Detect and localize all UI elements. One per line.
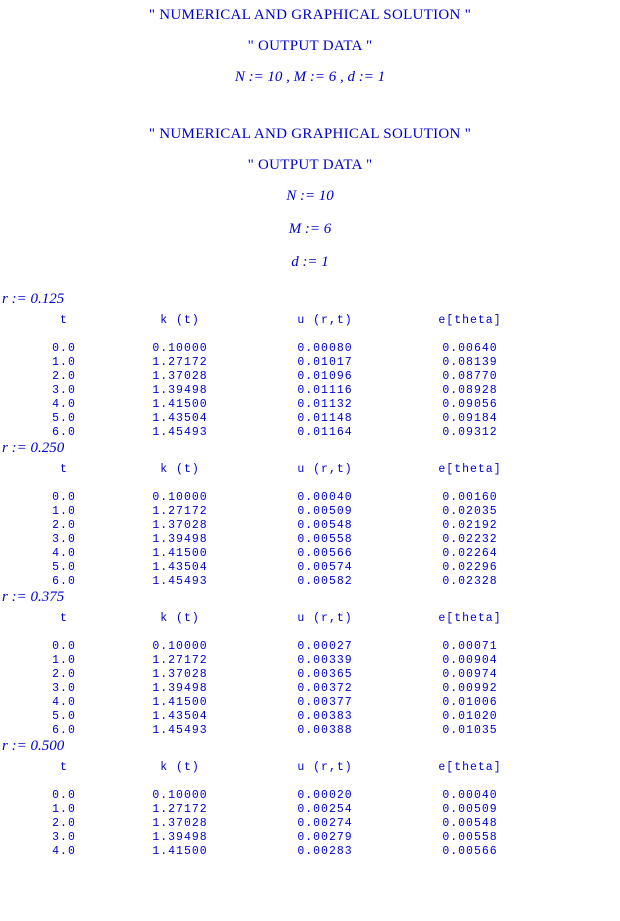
table-cell: 0.0	[52, 341, 76, 355]
table-cell: 6.0	[52, 723, 76, 737]
table-cell: 0.01132	[297, 397, 353, 411]
column-header: t	[60, 761, 68, 774]
table-cell: 0.00279	[297, 830, 353, 844]
table-header-row	[18, 612, 540, 639]
table-row	[18, 560, 540, 574]
table-cell: 0.00904	[442, 653, 498, 667]
column-header: e[theta]	[438, 612, 502, 625]
table-cell: 0.10000	[152, 788, 208, 802]
data-sections	[0, 291, 620, 858]
table-cell: 1.43504	[152, 709, 208, 723]
table-cell: 1.43504	[152, 560, 208, 574]
table-cell: 4.0	[52, 844, 76, 858]
table-cell: 0.01096	[297, 369, 353, 383]
column-header: e[theta]	[438, 463, 502, 476]
table-row	[18, 341, 540, 355]
table-cell: 0.00020	[297, 788, 353, 802]
table-cell: 0.00383	[297, 709, 353, 723]
table-cell: 1.45493	[152, 425, 208, 439]
table-cell: 1.39498	[152, 532, 208, 546]
table-cell: 1.41500	[152, 695, 208, 709]
table-cell: 0.00974	[442, 667, 498, 681]
table-cell: 0.09312	[442, 425, 498, 439]
section-label-r: r := 0.125	[2, 291, 65, 307]
document-subtitle-2: " OUTPUT DATA "	[247, 157, 373, 173]
data-table	[18, 612, 540, 737]
data-section	[0, 589, 620, 737]
table-cell: 1.27172	[152, 355, 208, 369]
table-row	[18, 574, 540, 588]
table-row	[18, 709, 540, 723]
table-row	[18, 802, 540, 816]
table-row	[18, 369, 540, 383]
data-table	[18, 463, 540, 588]
spacer	[0, 86, 620, 106]
table-cell: 1.0	[52, 653, 76, 667]
parameter-m: M := 6	[288, 221, 332, 237]
table-cell: 6.0	[52, 574, 76, 588]
data-section	[0, 738, 620, 858]
table-cell: 0.10000	[152, 341, 208, 355]
table-cell: 3.0	[52, 383, 76, 397]
table-cell: 0.00992	[442, 681, 498, 695]
table-cell: 1.0	[52, 355, 76, 369]
column-header: t	[60, 612, 68, 625]
table-cell: 1.45493	[152, 723, 208, 737]
table-cell: 0.09184	[442, 411, 498, 425]
table-cell: 1.27172	[152, 653, 208, 667]
table-cell: 0.00388	[297, 723, 353, 737]
table-cell: 4.0	[52, 695, 76, 709]
table-cell: 0.00377	[297, 695, 353, 709]
table-row	[18, 830, 540, 844]
table-row	[18, 383, 540, 397]
table-cell: 0.00558	[297, 532, 353, 546]
table-cell: 1.27172	[152, 802, 208, 816]
table-cell: 0.00080	[297, 341, 353, 355]
table-cell: 3.0	[52, 830, 76, 844]
table-cell: 0.00160	[442, 490, 498, 504]
column-header: t	[60, 463, 68, 476]
spacer	[0, 143, 620, 157]
table-row	[18, 546, 540, 560]
data-table	[18, 314, 540, 439]
table-cell: 1.45493	[152, 574, 208, 588]
spacer	[0, 174, 620, 188]
table-cell: 0.00558	[442, 830, 498, 844]
table-row	[18, 532, 540, 546]
parameter-d: d := 1	[291, 254, 329, 270]
column-header: u (r,t)	[297, 314, 353, 327]
table-row	[18, 355, 540, 369]
table-cell: 0.08928	[442, 383, 498, 397]
table-cell: 0.00574	[297, 560, 353, 574]
table-cell: 1.41500	[152, 397, 208, 411]
table-cell: 0.02328	[442, 574, 498, 588]
table-cell: 5.0	[52, 560, 76, 574]
parameter-n: N := 10	[286, 188, 334, 204]
table-cell: 2.0	[52, 518, 76, 532]
table-cell: 0.0	[52, 788, 76, 802]
table-row	[18, 490, 540, 504]
table-cell: 1.27172	[152, 504, 208, 518]
table-cell: 4.0	[52, 397, 76, 411]
table-cell: 0.01017	[297, 355, 353, 369]
table-cell: 3.0	[52, 532, 76, 546]
table-cell: 0.00071	[442, 639, 498, 653]
table-cell: 0.01006	[442, 695, 498, 709]
data-section	[0, 440, 620, 588]
section-label-r: r := 0.250	[2, 440, 65, 456]
column-header: u (r,t)	[297, 463, 353, 476]
table-cell: 1.39498	[152, 830, 208, 844]
table-cell: 0.01164	[297, 425, 353, 439]
header-block	[0, 0, 620, 271]
table-cell: 1.37028	[152, 816, 208, 830]
column-header: e[theta]	[438, 761, 502, 774]
table-cell: 0.00040	[442, 788, 498, 802]
table-cell: 0.10000	[152, 490, 208, 504]
table-cell: 2.0	[52, 816, 76, 830]
table-row	[18, 411, 540, 425]
table-cell: 4.0	[52, 546, 76, 560]
spacer	[0, 106, 620, 126]
column-header: u (r,t)	[297, 612, 353, 625]
table-cell: 0.02035	[442, 504, 498, 518]
parameters-inline: N := 10 , M := 6 , d := 1	[234, 69, 386, 85]
table-cell: 0.00040	[297, 490, 353, 504]
table-cell: 0.02264	[442, 546, 498, 560]
table-cell: 0.00566	[297, 546, 353, 560]
table-cell: 0.00283	[297, 844, 353, 858]
table-row	[18, 518, 540, 532]
table-cell: 5.0	[52, 709, 76, 723]
table-cell: 1.37028	[152, 667, 208, 681]
table-cell: 6.0	[52, 425, 76, 439]
table-cell: 0.00254	[297, 802, 353, 816]
table-cell: 0.00274	[297, 816, 353, 830]
table-header-row	[18, 761, 540, 788]
column-header: k (t)	[160, 612, 200, 625]
table-row	[18, 681, 540, 695]
table-cell: 1.41500	[152, 844, 208, 858]
table-cell: 0.00509	[442, 802, 498, 816]
table-cell: 0.02192	[442, 518, 498, 532]
table-cell: 0.0	[52, 490, 76, 504]
table-row	[18, 844, 540, 858]
table-row	[18, 788, 540, 802]
table-cell: 0.02232	[442, 532, 498, 546]
spacer	[0, 205, 620, 221]
column-header: k (t)	[160, 314, 200, 327]
table-cell: 0.08770	[442, 369, 498, 383]
document-subtitle: " OUTPUT DATA "	[247, 38, 373, 54]
table-cell: 2.0	[52, 667, 76, 681]
table-cell: 0.00509	[297, 504, 353, 518]
spacer	[0, 24, 620, 38]
table-cell: 0.00582	[297, 574, 353, 588]
table-row	[18, 653, 540, 667]
table-row	[18, 639, 540, 653]
section-label-r: r := 0.375	[2, 589, 65, 605]
table-cell: 1.0	[52, 802, 76, 816]
table-row	[18, 723, 540, 737]
section-label-r: r := 0.500	[2, 738, 65, 754]
table-cell: 1.39498	[152, 681, 208, 695]
column-header: e[theta]	[438, 314, 502, 327]
table-cell: 0.09056	[442, 397, 498, 411]
table-cell: 5.0	[52, 411, 76, 425]
table-cell: 0.08139	[442, 355, 498, 369]
table-row	[18, 425, 540, 439]
table-cell: 0.02296	[442, 560, 498, 574]
table-cell: 2.0	[52, 369, 76, 383]
table-cell: 0.01035	[442, 723, 498, 737]
table-header-row	[18, 463, 540, 490]
table-cell: 0.00339	[297, 653, 353, 667]
table-cell: 0.10000	[152, 639, 208, 653]
table-row	[18, 397, 540, 411]
data-section	[0, 291, 620, 439]
table-cell: 1.39498	[152, 383, 208, 397]
column-header: u (r,t)	[297, 761, 353, 774]
spacer	[0, 55, 620, 69]
table-cell: 0.00548	[297, 518, 353, 532]
table-cell: 0.00027	[297, 639, 353, 653]
document-title-2: " NUMERICAL AND GRAPHICAL SOLUTION "	[148, 126, 472, 142]
data-table	[18, 761, 540, 858]
table-cell: 0.0	[52, 639, 76, 653]
table-cell: 1.43504	[152, 411, 208, 425]
table-cell: 0.00640	[442, 341, 498, 355]
table-cell: 3.0	[52, 681, 76, 695]
table-row	[18, 667, 540, 681]
table-cell: 0.00566	[442, 844, 498, 858]
column-header: k (t)	[160, 463, 200, 476]
table-row	[18, 816, 540, 830]
table-cell: 0.00372	[297, 681, 353, 695]
table-cell: 1.0	[52, 504, 76, 518]
spacer	[0, 271, 620, 291]
table-cell: 0.00365	[297, 667, 353, 681]
document-title: " NUMERICAL AND GRAPHICAL SOLUTION "	[148, 7, 472, 23]
column-header: t	[60, 314, 68, 327]
table-row	[18, 695, 540, 709]
table-cell: 1.41500	[152, 546, 208, 560]
table-cell: 1.37028	[152, 518, 208, 532]
table-cell: 1.37028	[152, 369, 208, 383]
column-header: k (t)	[160, 761, 200, 774]
table-cell: 0.01020	[442, 709, 498, 723]
table-row	[18, 504, 540, 518]
table-header-row	[18, 314, 540, 341]
spacer	[0, 238, 620, 254]
table-cell: 0.01148	[297, 411, 353, 425]
table-cell: 0.01116	[297, 383, 353, 397]
table-cell: 0.00548	[442, 816, 498, 830]
